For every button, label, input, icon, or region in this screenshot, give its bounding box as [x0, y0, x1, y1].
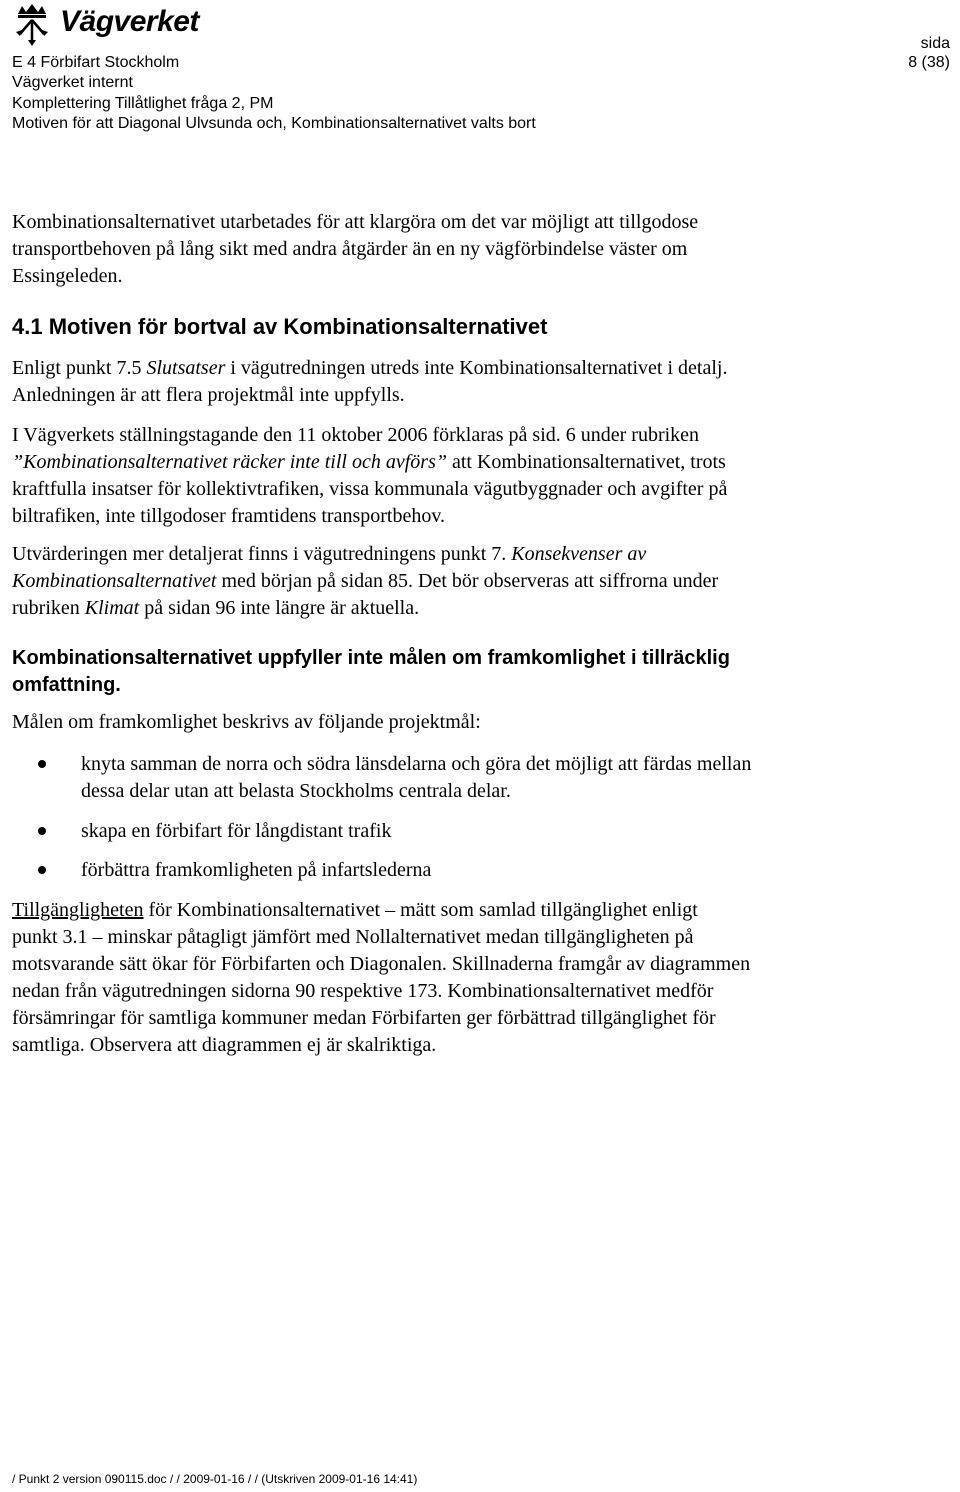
bullet-icon: [38, 827, 46, 835]
paragraph-2: [12, 422, 892, 530]
page-number: 8 (38): [908, 54, 950, 71]
paragraph-3: [12, 541, 892, 622]
page-label: sida: [920, 35, 950, 52]
text-span: Utvärderingen mer detaljerat finns i vägutredningens punkt 7.: [12, 543, 512, 565]
intro-paragraph: [12, 209, 892, 290]
text-line: biltrafiken, inte tillgodoser framtidens transportbehov.: [12, 505, 446, 527]
paragraph-1: [12, 355, 892, 409]
text-line: [12, 568, 892, 595]
paragraph-4: Målen om framkomlighet beskrivs av följande projektmål:: [12, 711, 481, 733]
text-line: knyta samman de norra och södra länsdelarna och göra det möjligt att färdas mellan: [81, 753, 752, 775]
text-span: på sidan 96 inte längre är aktuella.: [139, 597, 420, 619]
text-span: att Kombinationsalternativet, trots: [446, 451, 726, 473]
text-line: omfattning.: [12, 674, 121, 696]
header-subject: Motiven för att Diagonal Ulvsunda och, Kombinationsalternativet valts bort: [12, 115, 536, 132]
text-line: nedan från vägutredningen sidorna 90 respektive 173. Kombinationsalternativet medför: [12, 980, 714, 1002]
text-line: [12, 355, 892, 382]
paragraph-5: [12, 897, 912, 1059]
text-line: punkt 3.1 – minskar påtagligt jämfört med Nollalternativet medan tillgängligheten på: [12, 926, 694, 948]
text-span: i vägutredningen utreds inte Kombinationsalternativet i detalj.: [225, 357, 728, 379]
list-item: skapa en förbifart för långdistant trafik: [81, 820, 392, 842]
subheading: [12, 645, 912, 699]
text-line: Kombinationsalternativet utarbetades för att klargöra om det var möjligt att tillgodose: [12, 211, 699, 233]
text-line: dessa delar utan att belasta Stockholms centrala delar.: [81, 780, 511, 802]
text-line: försämringar för samtliga kommuner medan Förbifarten ger förbättrad tillgänglighet för: [12, 1007, 716, 1029]
text-line: Essingeleden.: [12, 265, 123, 287]
text-line: [12, 595, 892, 622]
header-classification: Vägverket internt: [12, 74, 133, 91]
bullet-icon: [38, 866, 46, 874]
list-item: [81, 751, 911, 805]
text-span: rubriken: [12, 597, 85, 619]
bullet-icon: [38, 760, 46, 768]
header-project: E 4 Förbifart Stockholm: [12, 54, 180, 71]
italic-reference: Konsekvenser av: [511, 543, 647, 565]
text-line: [12, 541, 892, 568]
text-line: I Vägverkets ställningstagande den 11 oktober 2006 förklaras på sid. 6 under rubriken: [12, 424, 700, 446]
italic-reference: Klimat: [84, 597, 140, 619]
list-item: förbättra framkomligheten på infartslederna: [81, 859, 432, 881]
text-line: motsvarande sätt ökar för Förbifarten och Diagonalen. Skillnaderna framgår av diagrammen: [12, 953, 751, 975]
text-line: [12, 897, 912, 924]
underlined-term: Tillgängligheten: [12, 899, 144, 921]
text-line: Anledningen är att flera projektmål inte uppfylls.: [12, 384, 405, 406]
document-footer: / Punkt 2 version 090115.doc / / 2009-01-16 / / (Utskriven 2009-01-16 14:41): [12, 1472, 418, 1486]
italic-quote: ”Kombinationsalternativet räcker inte till och avförs”: [12, 451, 447, 473]
text-span: för Kombinationsalternativet – mätt som samlad tillgänglighet enligt: [143, 899, 698, 921]
vagverket-logo: [10, 2, 230, 46]
italic-reference: Kombinationsalternativet: [12, 570, 217, 592]
section-heading: 4.1 Motiven för bortval av Kombinationsalternativet: [12, 314, 548, 339]
text-line: transportbehoven på lång sikt med andra åtgärder än en ny vägförbindelse väster om: [12, 238, 688, 260]
text-line: Kombinationsalternativet uppfyller inte målen om framkomlighet i tillräcklig: [12, 647, 730, 669]
header-document-type: Komplettering Tillåtlighet fråga 2, PM: [12, 95, 274, 112]
italic-reference: Slutsatser: [146, 357, 226, 379]
text-line: samtliga. Observera att diagrammen ej är skalriktiga.: [12, 1034, 437, 1056]
text-span: med början på sidan 85. Det bör observeras att siffrorna under: [216, 570, 719, 592]
logo-wordmark: Vägverket: [60, 5, 199, 38]
text-line: [12, 449, 892, 476]
crown-arrows-logo-icon: [10, 2, 54, 46]
text-span: Enligt punkt 7.5: [12, 357, 147, 379]
text-line: kraftfulla insatser för kollektivtrafiken, vissa kommunala vägutbyggnader och avgifter på: [12, 478, 728, 500]
